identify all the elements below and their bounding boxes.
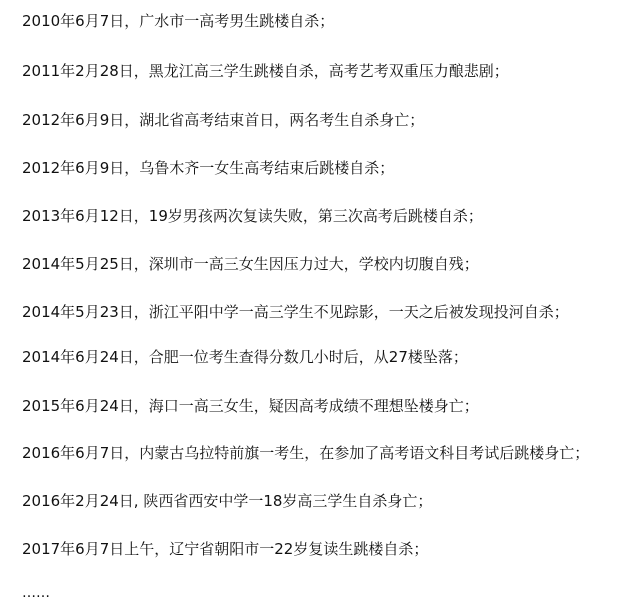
list-item: 2014年5月25日，深圳市一高三女生因压力过大，学校内切腹自残； bbox=[22, 255, 479, 273]
list-item: 2012年6月9日，湖北省高考结束首日，两名考生自杀身亡； bbox=[22, 111, 425, 129]
list-item: 2011年2月28日，黑龙江高三学生跳楼自杀，高考艺考双重压力酿悲剧； bbox=[22, 62, 509, 80]
list-item: 2010年6月7日，广水市一高考男生跳楼自杀； bbox=[22, 12, 335, 30]
list-item: 2017年6月7日上午，辽宁省朝阳市一22岁复读生跳楼自杀； bbox=[22, 540, 429, 558]
list-item: 2015年6月24日，海口一高三女生，疑因高考成绩不理想坠楼身亡； bbox=[22, 397, 479, 415]
list-item: 2014年5月23日，浙江平阳中学一高三学生不见踪影，一天之后被发现投河自杀； bbox=[22, 303, 569, 321]
list-item: 2016年2月24日, 陕西省西安中学一18岁高三学生自杀身亡； bbox=[22, 492, 433, 510]
list-item: 2014年6月24日，合肥一位考生查得分数几小时后，从27楼坠落； bbox=[22, 348, 468, 366]
list-item: 2012年6月9日，乌鲁木齐一女生高考结束后跳楼自杀； bbox=[22, 159, 395, 177]
list-item: 2016年6月7日，内蒙古乌拉特前旗一考生，在参加了高考语文科目考试后跳楼身亡； bbox=[22, 444, 590, 462]
ellipsis-text: …… bbox=[22, 585, 50, 601]
list-item: 2013年6月12日，19岁男孩两次复读失败，第三次高考后跳楼自杀； bbox=[22, 207, 483, 225]
